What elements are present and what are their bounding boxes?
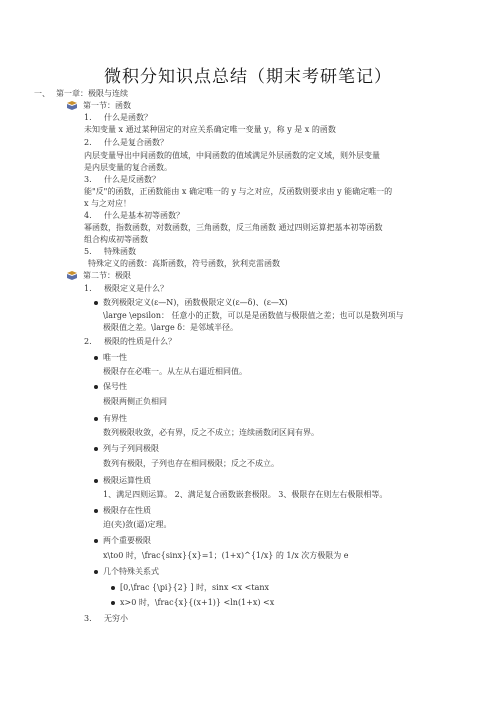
- property-heading: 列与子列同极限: [103, 444, 159, 453]
- answer: 是内层变量的复合函数。: [84, 163, 172, 172]
- answer: x 与之对应！: [84, 199, 132, 208]
- page-title: 微积分知识点总结（期末考研笔记）: [104, 67, 392, 87]
- property-heading: 两个重要极限: [103, 536, 151, 545]
- answer: 内层变量导出中间函数的值域，中间函数的值域满足外层函数的定义域，则外层变量: [84, 151, 380, 160]
- property-heading: 几个特殊关系式: [103, 567, 159, 576]
- property-detail: x\to0 时，\frac{sinx}{x}=1；(1+x)^{1/x} 的 1/x 次方极限为 e: [103, 551, 349, 560]
- q-number: 4.: [84, 211, 92, 220]
- property-detail: 数列极限收敛，必有界，反之不成立；连续函数闭区间有界。: [103, 428, 319, 437]
- question: 极限的性质是什么？: [104, 337, 176, 346]
- property-heading: 极限运算性质: [103, 476, 151, 485]
- q-number: 3.: [84, 614, 92, 623]
- section-heading-limit: 第二节：极限: [83, 271, 131, 280]
- answer: 能"反"的函数，正函数能由 x 确定唯一的 y 与之对应，反函数则要求由 y 能确定唯一的: [84, 187, 393, 196]
- chapter-number: 一、: [34, 89, 50, 98]
- question: 什么是基本初等函数？: [104, 211, 184, 220]
- q-number: 3.: [84, 175, 92, 184]
- property-detail: 极限两侧正负相同: [103, 397, 167, 406]
- property-heading: 保号性: [103, 382, 127, 391]
- answer: 未知变量 x 通过某种固定的对应关系确定唯一变量 y，称 y 是 x 的函数: [84, 125, 336, 134]
- book-icon: [66, 100, 78, 110]
- question: 什么是反函数？: [104, 175, 160, 184]
- book-icon: [66, 270, 78, 280]
- answer: 幂函数，指数函数，对数函数，三角函数，反三角函数 通过四则运算把基本初等函数: [84, 223, 383, 232]
- q-number: 5.: [84, 247, 92, 256]
- sub-bullet-icon: [111, 601, 115, 605]
- bullet-icon: [94, 570, 98, 574]
- property-detail: 数列有极限，子列也存在相同极限；反之不成立。: [103, 459, 279, 468]
- section-heading-function: 第一节：函数: [83, 101, 131, 110]
- q-number: 1.: [84, 284, 92, 293]
- question: 什么是复合函数？: [104, 138, 168, 147]
- sub-bullet-text: [0,\frac {\pi}{2} ] 时，sinx <x <tanx: [120, 583, 270, 592]
- answer: 组合构成初等函数: [84, 235, 148, 244]
- bullet-icon: [94, 385, 98, 389]
- sub-bullet-text: x>0 时，\frac{x}{(x+1)} <ln(1+x) <x: [120, 598, 275, 607]
- chapter-heading: 第一章：极限与连续: [56, 89, 128, 98]
- bullet-icon: [94, 301, 98, 305]
- bullet-icon: [94, 447, 98, 451]
- bullet-icon: [94, 539, 98, 543]
- property-detail: 迫(夹)敛(逼)定理。: [103, 520, 172, 529]
- question: 无穷小: [104, 614, 128, 623]
- question: 极限定义是什么？: [104, 284, 168, 293]
- bullet-icon: [94, 509, 98, 513]
- answer: 特殊定义的函数：高斯函数，符号函数，狄利克雷函数: [88, 259, 280, 268]
- q-number: 2.: [84, 337, 92, 346]
- question: 特殊函数: [104, 247, 136, 256]
- property-heading: 有界性: [103, 414, 127, 423]
- property-heading: 唯一性: [103, 353, 127, 362]
- bullet-icon: [94, 356, 98, 360]
- bullet-icon: [94, 479, 98, 483]
- bullet-text: 数列极限定义(ε—N)，函数极限定义(ε—δ)、(ε—X): [103, 298, 288, 307]
- question: 什么是函数？: [104, 113, 152, 122]
- bullet-icon: [94, 417, 98, 421]
- q-number: 2.: [84, 138, 92, 147]
- sub-bullet-icon: [111, 586, 115, 590]
- bullet-detail: 极限值之差。\large δ：是邻域半径。: [103, 323, 239, 332]
- q-number: 1.: [84, 113, 92, 122]
- property-detail: 极限存在必唯一。从左从右逼近相同值。: [103, 367, 247, 376]
- property-heading: 极限存在性质: [103, 506, 151, 515]
- bullet-detail: \large \epsilon： 任意小的正数，可以是是函数值与极限值之差；也可以是数列项与: [103, 311, 404, 320]
- property-detail: 1、满足四则运算。 2、满足复合函数嵌套极限。 3、极限存在则左右极限相等。: [103, 490, 388, 499]
